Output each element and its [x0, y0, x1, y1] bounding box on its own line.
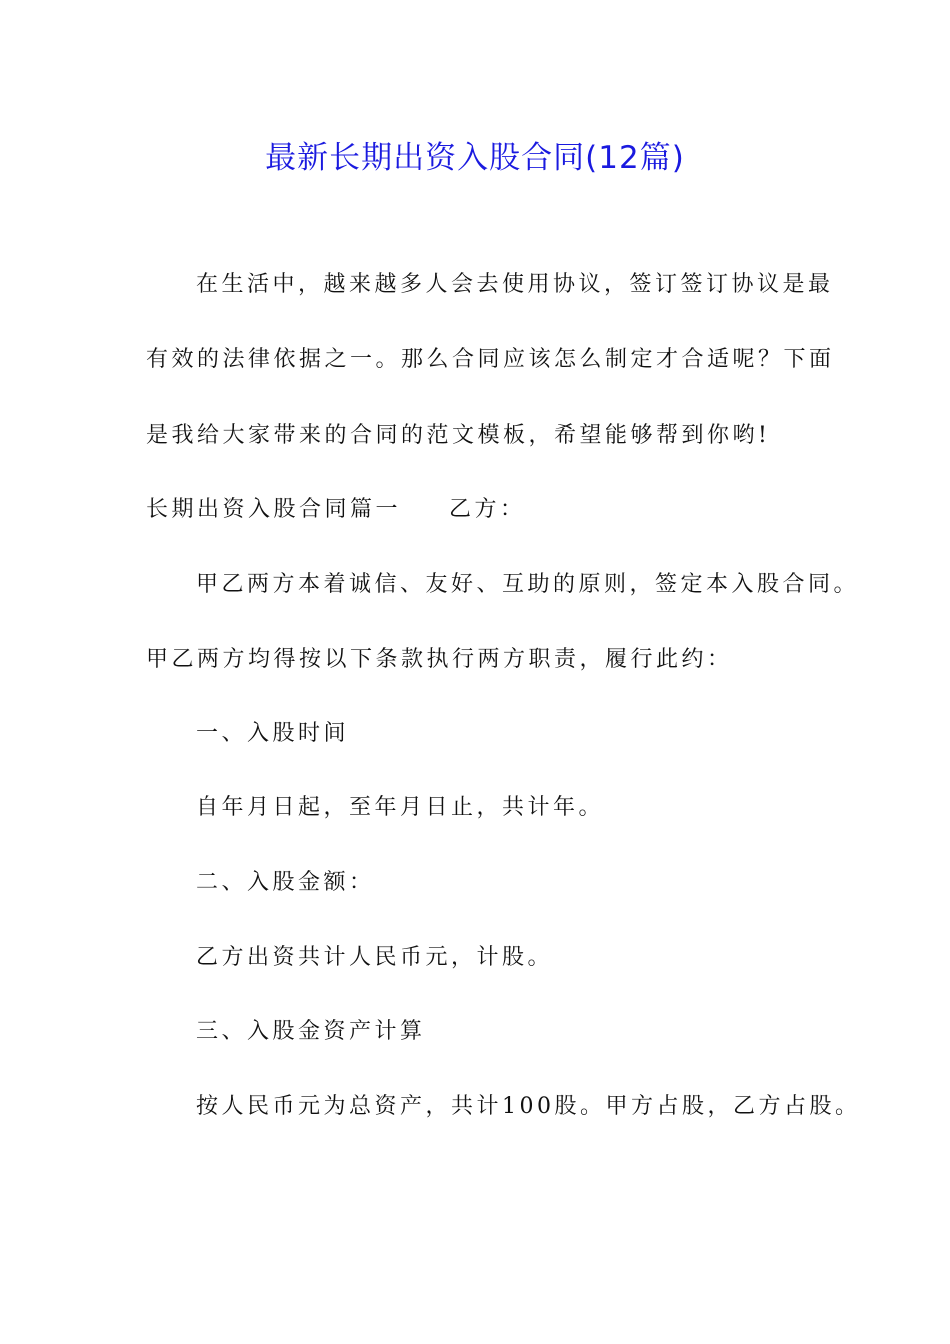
- clause-2-heading: 二、入股金额：: [196, 870, 375, 895]
- clause-3-text: 按人民币元为总资产，共计100股。甲方占股，乙方占股。: [196, 1094, 861, 1119]
- principle-line-2: 甲乙两方均得按以下条款执行两方职责，履行此约：: [146, 647, 733, 672]
- clause-1-text: 自年月日起，至年月日止，共计年。: [196, 795, 605, 820]
- document-title: 最新长期出资入股合同(12篇): [265, 140, 685, 176]
- principle-line-1: 甲乙两方本着诚信、友好、互助的原则，签定本入股合同。: [196, 572, 860, 597]
- clause-3-heading: 三、入股金资产计算: [196, 1019, 426, 1044]
- section-heading-row: [146, 495, 526, 525]
- intro-line-1: 在生活中，越来越多人会去使用协议，签订签订协议是最: [196, 272, 834, 297]
- clause-2-text: 乙方出资共计人民币元，计股。: [196, 945, 554, 970]
- party-b-label: 乙方：: [449, 497, 526, 522]
- clause-1-heading: 一、入股时间: [196, 721, 350, 746]
- intro-line-3: 是我给大家带来的合同的范文模板，希望能够帮到你哟!: [146, 423, 771, 448]
- section-heading: 长期出资入股合同篇一: [146, 497, 402, 522]
- intro-line-2: 有效的法律依据之一。那么合同应该怎么制定才合适呢？下面: [146, 347, 835, 372]
